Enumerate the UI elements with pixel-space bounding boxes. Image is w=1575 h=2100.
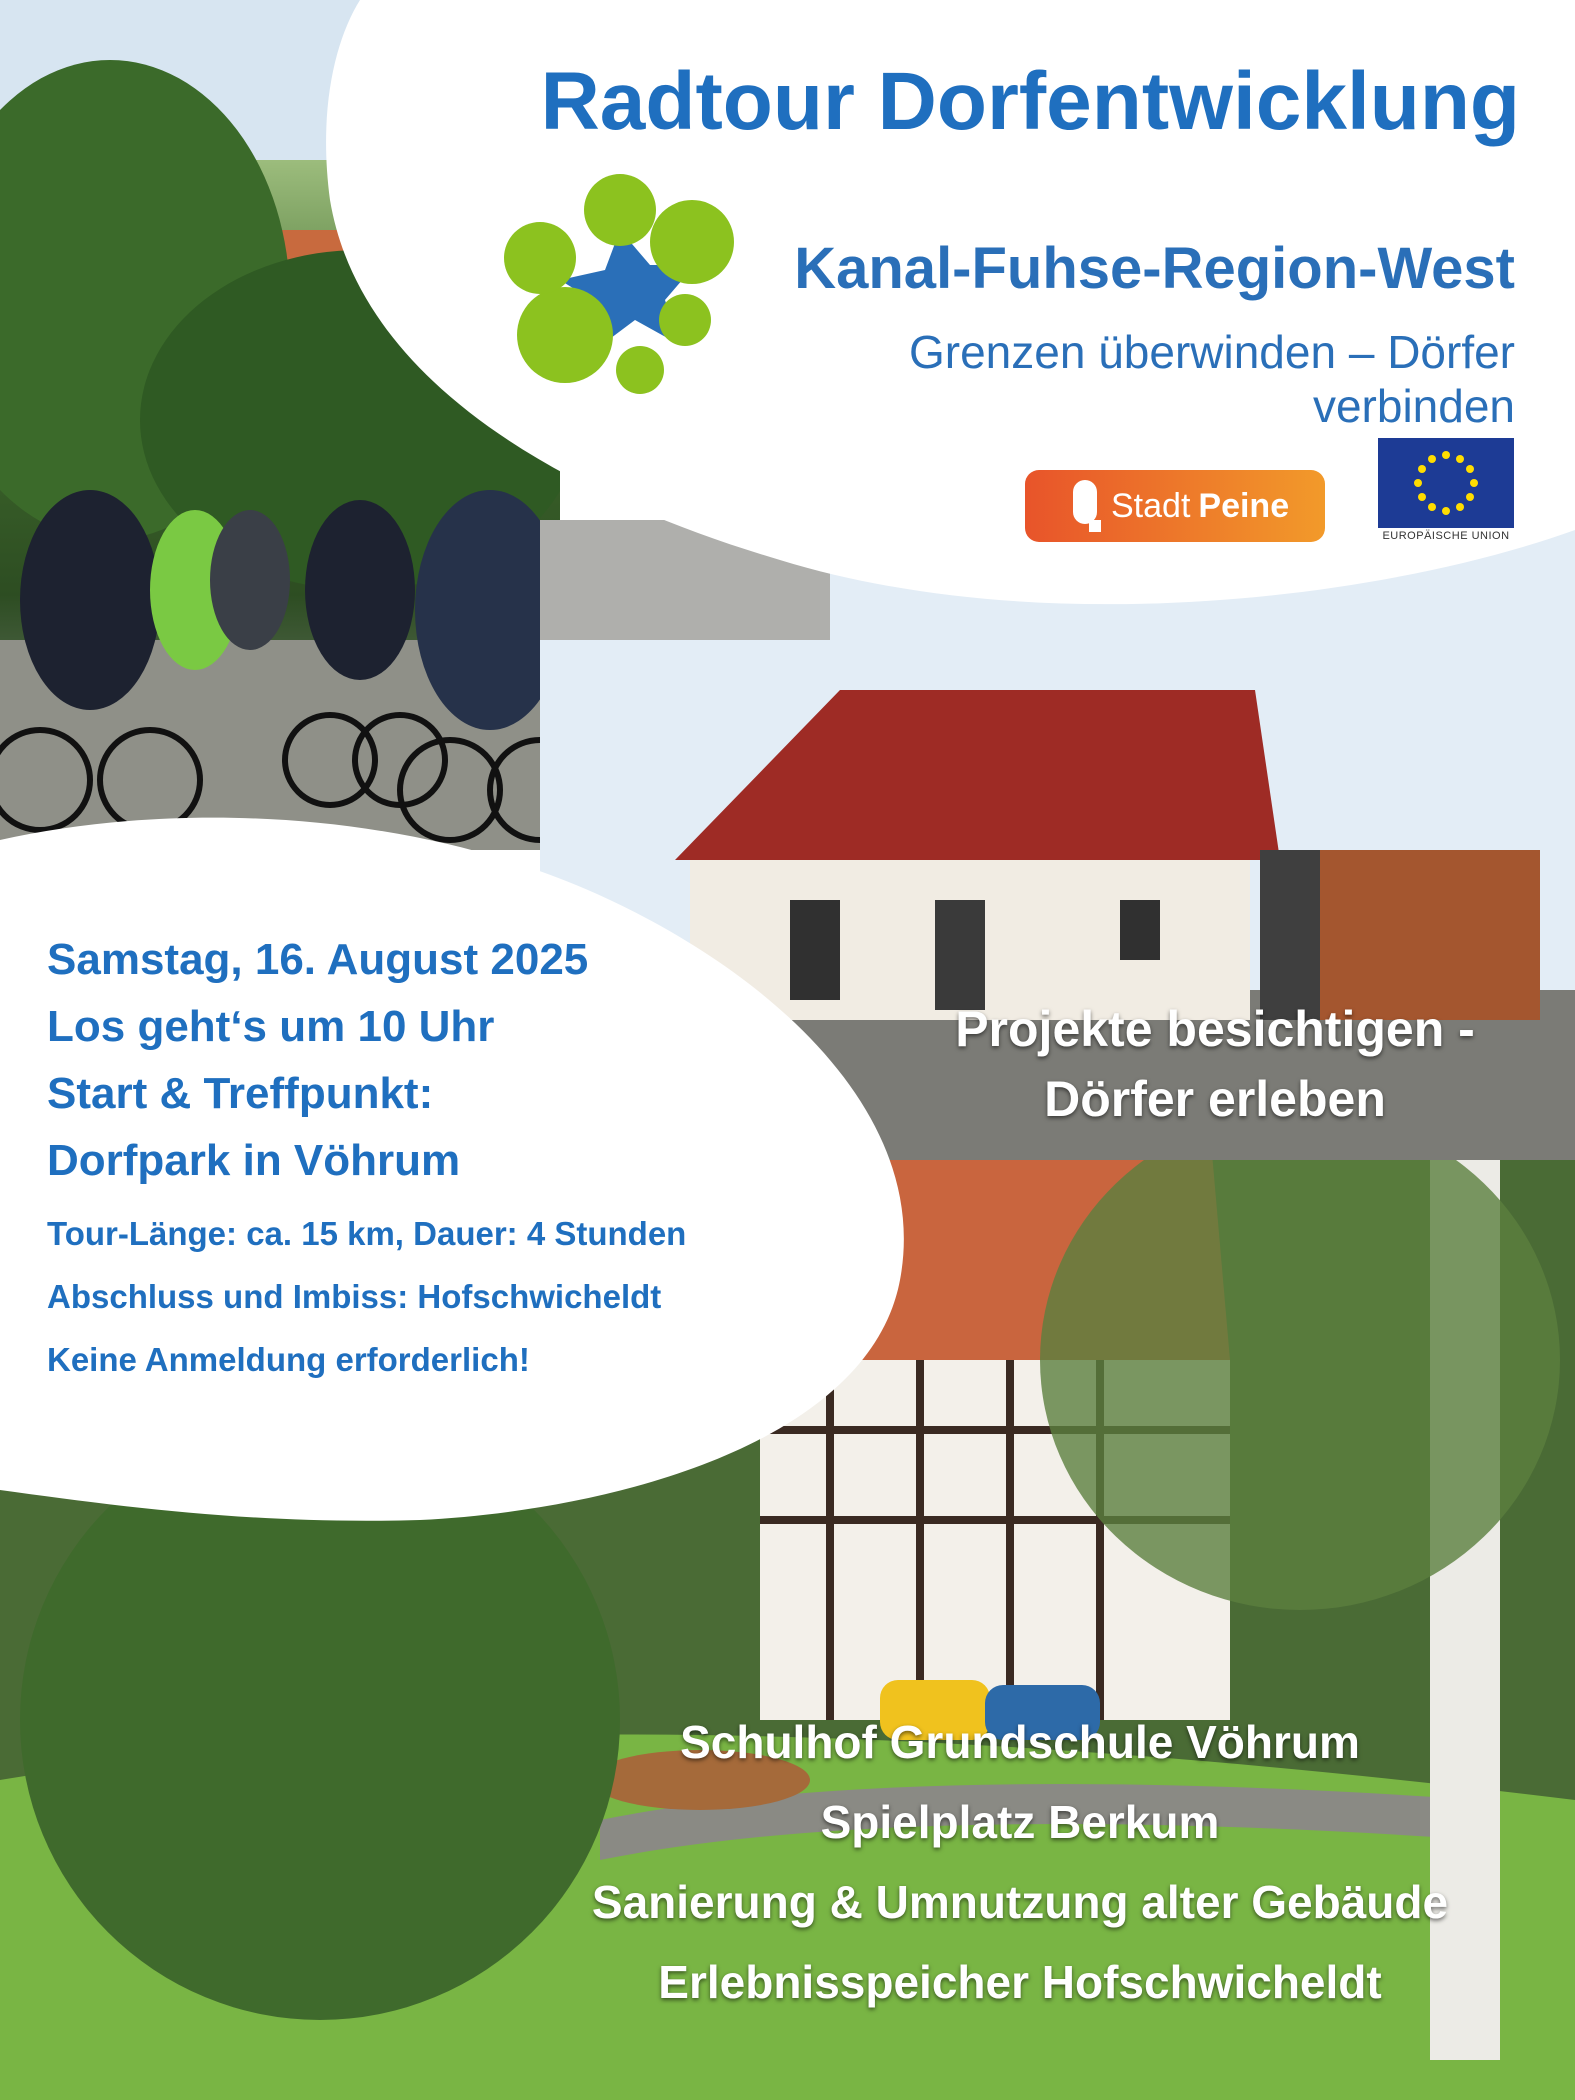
pin-icon (1069, 480, 1109, 536)
stadt-peine-logo (1025, 470, 1325, 542)
stadt-label: Stadt (1111, 486, 1191, 525)
peine-label: Peine (1198, 486, 1290, 525)
projects-caption-line1: Projekte besichtigen - (955, 1001, 1475, 1057)
event-date: Samstag, 16. August 2025 (47, 935, 589, 984)
stop-item: Sanierung & Umnutzung alter Gebäude (591, 1876, 1449, 1928)
tour-details: Tour-Länge: ca. 15 km, Dauer: 4 Stunden (47, 1215, 687, 1252)
eu-flag-icon (1378, 438, 1514, 528)
registration-note: Keine Anmeldung erforderlich! (47, 1341, 530, 1378)
stop-item: Spielplatz Berkum (820, 1796, 1220, 1848)
meeting-label: Start & Treffpunkt: (47, 1069, 434, 1118)
tagline: Grenzen überwinden – Dörfer verbinden (909, 326, 1515, 432)
page-title: Radtour Dorfentwicklung (540, 56, 1520, 147)
eu-label: EUROPÄISCHE UNION (1382, 530, 1510, 542)
meeting-place: Dorfpark in Vöhrum (47, 1136, 461, 1185)
brand-name: Kanal-Fuhse-Region-West (794, 236, 1515, 301)
stop-item: Erlebnisspeicher Hofschwicheldt (658, 1956, 1382, 2008)
stop-item: Schulhof Grundschule Vöhrum (680, 1716, 1360, 1768)
projects-caption-line2: Dörfer erleben (1044, 1071, 1386, 1127)
event-start-time: Los geht‘s um 10 Uhr (47, 1002, 495, 1051)
closing-info: Abschluss und Imbiss: Hofschwicheldt (47, 1278, 662, 1315)
eu-stars (1378, 438, 1514, 528)
